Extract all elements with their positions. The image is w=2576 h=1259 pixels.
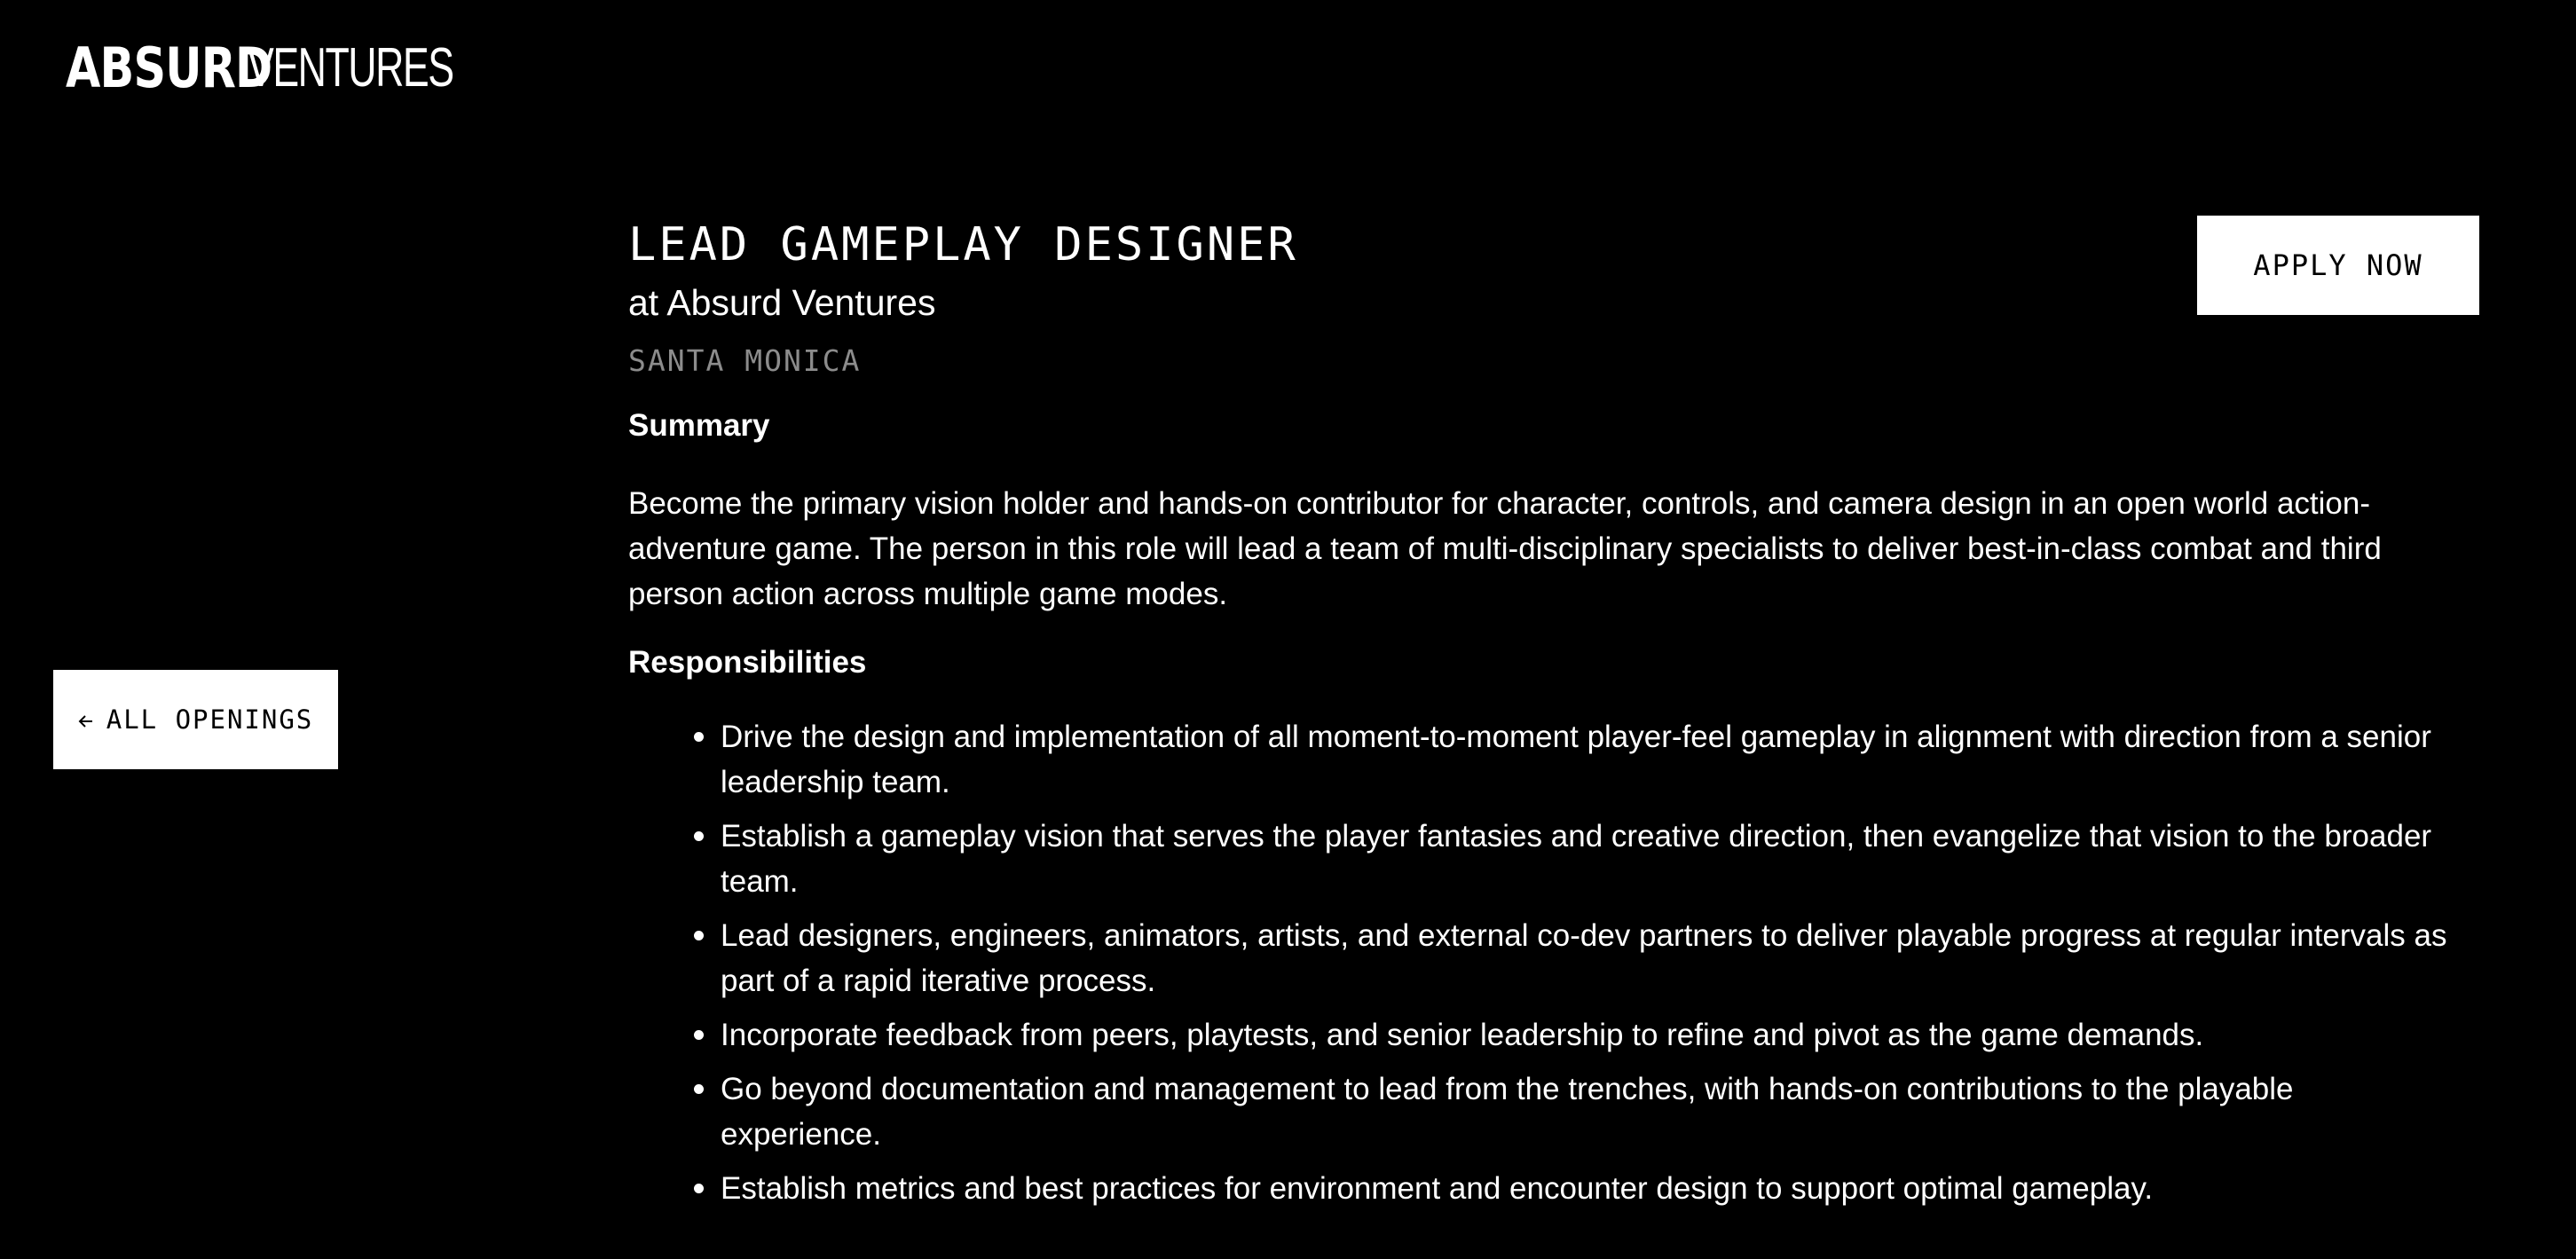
list-item-text: Incorporate feedback from peers, playtests, and senior leadership to refine and pivot as the game demands. <box>721 1018 2204 1052</box>
responsibilities-list <box>628 714 2483 1211</box>
list-item-text: Go beyond documentation and management to lead from the trenches, with hands-on contributions to the playable experience. <box>721 1072 2294 1152</box>
list-item <box>721 913 2483 1003</box>
bullet-icon <box>694 1084 704 1094</box>
absurd-ventures-logo[interactable] <box>66 35 533 99</box>
job-title: LEAD GAMEPLAY DESIGNER <box>628 218 1298 271</box>
all-openings-button[interactable] <box>53 670 338 769</box>
bullet-icon <box>694 732 704 742</box>
list-item <box>721 814 2483 904</box>
logo-secondary-text: VENTURES <box>248 36 453 98</box>
apply-now-button[interactable]: APPLY NOW <box>2197 216 2479 315</box>
job-content <box>628 213 2483 1220</box>
bullet-icon <box>694 1184 704 1193</box>
logo-primary-text: ABSURD <box>66 35 272 100</box>
summary-text: Become the primary vision holder and hands-on contributor for character, controls, and camera design in an open world action-adventure game. The person in this role will lead a team of multi-disciplinary specialists to deliver best-in-class combat and third person action across multiple game modes. <box>628 486 2382 611</box>
list-item <box>721 714 2483 805</box>
job-location: SANTA MONICA <box>628 343 862 378</box>
all-openings-label: ALL OPENINGS <box>106 704 314 735</box>
bullet-icon <box>694 831 704 841</box>
list-item-text: Lead designers, engineers, animators, artists, and external co-dev partners to deliver playable progress at regular intervals as part of a rapid iterative process. <box>721 918 2447 998</box>
list-item <box>721 1166 2483 1211</box>
list-item <box>721 1012 2483 1058</box>
bullet-icon <box>694 1030 704 1040</box>
company-name: at Absurd Ventures <box>628 282 936 323</box>
list-item-text: Establish a gameplay vision that serves the player fantasies and creative direction, then evangelize that vision to the broader team. <box>721 819 2432 899</box>
list-item-text: Drive the design and implementation of all moment-to-moment player-feel gameplay in alignment with direction from a senior leadership team. <box>721 720 2431 799</box>
bullet-icon <box>694 931 704 940</box>
list-item-text: Establish metrics and best practices for environment and encounter design to support optimal gameplay. <box>721 1171 2154 1206</box>
responsibilities-heading: Responsibilities <box>628 645 867 680</box>
summary-heading: Summary <box>628 408 770 443</box>
list-item <box>721 1066 2483 1157</box>
arrow-left-icon <box>78 704 94 735</box>
